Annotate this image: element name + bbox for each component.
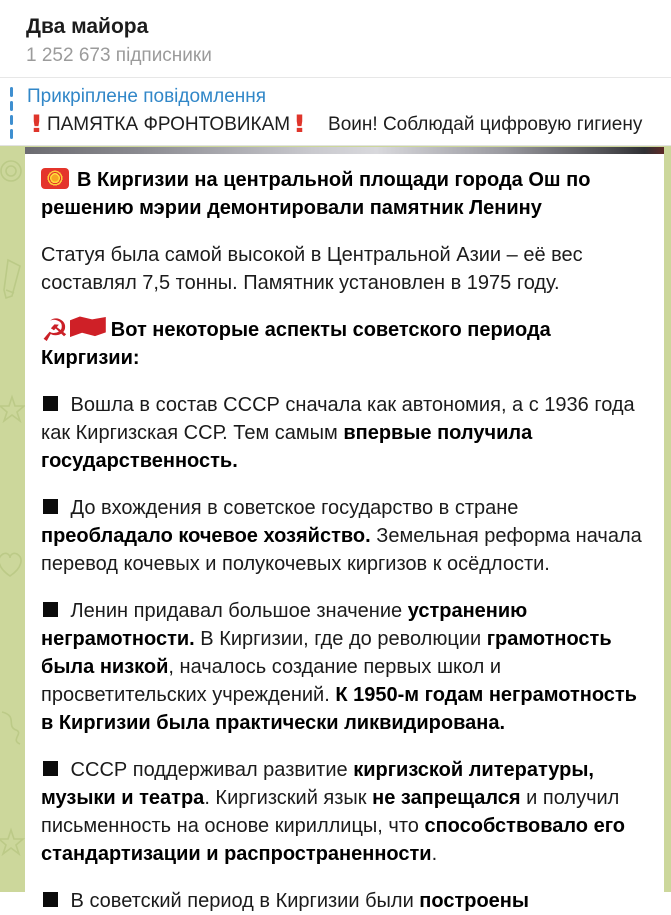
pinned-dashes — [10, 87, 13, 139]
message-paragraph — [41, 756, 648, 868]
doodle-heart-icon — [0, 546, 28, 582]
pinned-message-bar[interactable] — [0, 78, 671, 146]
red-flag-icon — [70, 316, 106, 340]
doodle-star-icon — [0, 394, 28, 426]
text: Земельная реформа начала перевод кочевых и полукочевых киргизов к осёдлости. — [41, 525, 642, 575]
text: До вхождения в советское государство в стране — [65, 497, 519, 519]
channel-subscribers: 1 252 673 підписники — [26, 45, 212, 66]
bold-text: грамотность была низкой — [41, 628, 612, 678]
bold-text: К 1950-м годам неграмотность в Киргизии была практически ликвидирована. — [41, 684, 637, 734]
text: . — [431, 843, 438, 865]
text: , началось создание первых школ и просветительских учреждений. — [41, 656, 502, 706]
text: В советский период в Киргизии были — [65, 890, 420, 912]
message-paragraph — [41, 313, 648, 372]
bold-text: Вот некоторые аспекты советского периода Киргизии: — [41, 319, 551, 369]
pinned-dash — [10, 87, 13, 97]
message-paragraph — [41, 391, 648, 475]
text: . Киргизский язык — [204, 787, 373, 809]
doodle-squiggle-icon — [0, 706, 28, 746]
text: ПАМЯТКА ФРОНТОВИКАМ — [46, 114, 291, 135]
text: Статуя была самой высокой в Центральной Азии – её вес составлял 7,5 тонны. Памятник установлен в 1975 году. — [41, 244, 583, 294]
chat-scroll-area[interactable] — [0, 146, 671, 912]
pinned-label: Прикріплене повідомлення — [27, 86, 267, 107]
text: Воин! Соблюдай цифровую гигиену — [328, 114, 643, 135]
doodle-star-icon — [0, 826, 28, 860]
bold-text: не запрещался — [372, 787, 521, 809]
text: СССР поддерживал развитие — [65, 759, 354, 781]
black-square-icon — [43, 761, 58, 776]
message-bubble — [25, 147, 664, 912]
channel-title: Два майора — [26, 15, 149, 38]
bold-text: В Киргизии на центральной площади города Ош по решению мэрии демонтировали памятник Ленину — [41, 169, 591, 219]
text: и получил письменность на основе кириллицы, что — [41, 787, 620, 837]
red-exclamation-icon: ! — [29, 110, 44, 138]
bold-text: киргизской литературы, музыки и театра — [41, 759, 594, 809]
bold-text: способствовало его стандартизации и распространенности — [41, 815, 625, 865]
black-square-icon — [43, 602, 58, 617]
black-square-icon — [43, 892, 58, 907]
text: Ленин придавал большое значение — [65, 600, 408, 622]
bold-text: преобладало кочевое хозяйство. — [41, 525, 371, 547]
message-paragraph — [41, 597, 648, 737]
media-image-bottom-edge[interactable] — [25, 147, 664, 154]
message-paragraph — [41, 166, 648, 222]
pinned-dash — [10, 115, 13, 125]
message-paragraph — [41, 241, 648, 297]
bold-text: устранению неграмотности. — [41, 600, 528, 650]
bold-text: впервые получила государственность. — [41, 422, 533, 472]
hammer-sickle-icon: ☭ — [41, 313, 69, 349]
bold-text: построены — [419, 890, 529, 912]
pinned-dash — [10, 129, 13, 139]
message-paragraph — [41, 494, 648, 578]
red-exclamation-icon: ! — [292, 110, 307, 138]
message-text — [25, 154, 664, 915]
message-paragraph — [41, 887, 648, 915]
kyrgyzstan-flag-icon — [41, 168, 69, 189]
black-square-icon — [43, 396, 58, 411]
black-square-icon — [43, 499, 58, 514]
pinned-preview — [27, 110, 663, 140]
text: В Киргизии, где до революции — [194, 628, 487, 650]
text: Вошла в состав СССР сначала как автономия, а с 1936 года как Киргизская ССР. Тем самым — [41, 394, 635, 444]
doodle-swirl-icon — [0, 154, 28, 188]
channel-header[interactable] — [0, 0, 671, 78]
pinned-dash — [10, 101, 13, 111]
